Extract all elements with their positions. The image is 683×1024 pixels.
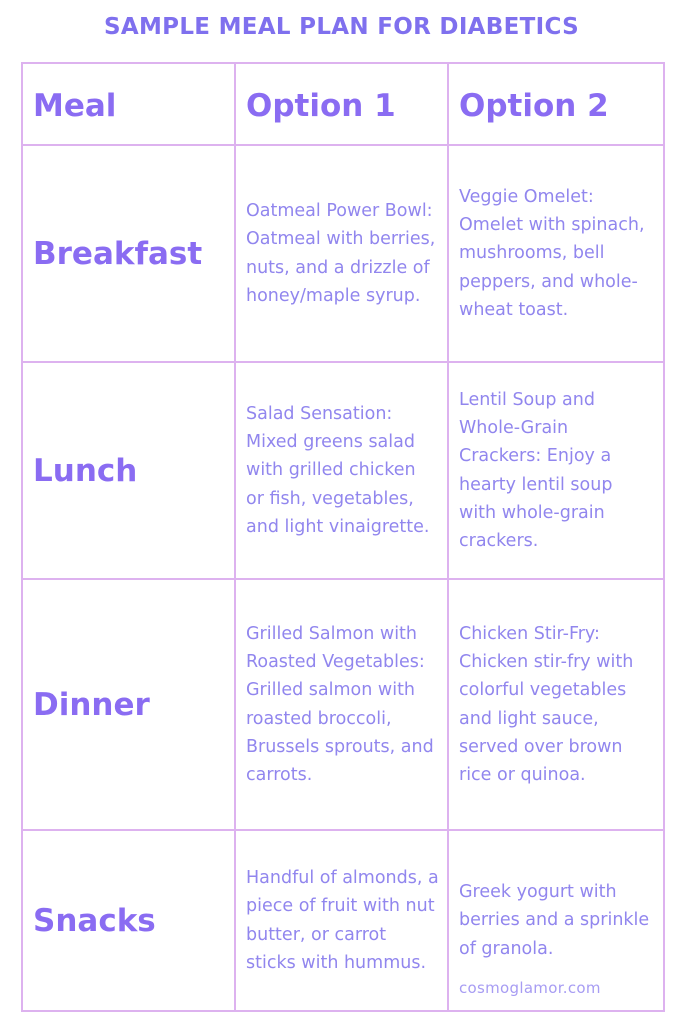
table-row [22,579,664,830]
breakfast-option-2 [448,145,664,362]
snacks-option-1-text: Handful of almonds, a piece of fruit with nut butter, or carrot sticks with hummus. [246,867,439,973]
table-row [22,145,664,362]
meal-label-breakfast: Breakfast [22,145,235,362]
lunch-option-1 [235,362,448,579]
meal-plan-table [21,62,665,1012]
snacks-option-2 [448,830,664,1011]
snacks-option-1 [235,830,448,1011]
lunch-option-2 [448,362,664,579]
dinner-option-1-text: Grilled Salmon with Roasted Vegetables: Grilled salmon with roasted broccoli, Brussels sprouts, and carrots. [246,623,434,786]
meal-label-lunch: Lunch [22,362,235,579]
lunch-option-1-text: Salad Sensation: Mixed greens salad with grilled chicken or fish, vegetables, and light vinaigrette. [246,403,430,537]
breakfast-option-1 [235,145,448,362]
snacks-option-2-text: Greek yogurt with berries and a sprinkle of granola. [459,882,650,959]
page-title: SAMPLE MEAL PLAN FOR DIABETICS [104,14,579,40]
dinner-option-1 [235,579,448,830]
dinner-option-2-text: Chicken Stir-Fry: Chicken stir-fry with colorful vegetables and light sauce, served over brown rice or quinoa. [459,623,634,786]
header-meal: Meal [22,63,235,145]
breakfast-option-2-text: Veggie Omelet: Omelet with spinach, mushrooms, bell peppers, and whole-wheat toast. [459,186,645,320]
breakfast-option-1-text: Oatmeal Power Bowl: Oatmeal with berries, nuts, and a drizzle of honey/maple syrup. [246,200,436,306]
table-row [22,362,664,579]
table-row [22,830,664,1011]
table-header-row [22,63,664,145]
meal-label-snacks: Snacks [22,830,235,1011]
dinner-option-2 [448,579,664,830]
header-option-2: Option 2 [448,63,664,145]
watermark: cosmoglamor.com [459,978,601,997]
header-option-1: Option 1 [235,63,448,145]
meal-label-dinner: Dinner [22,579,235,830]
lunch-option-2-text: Lentil Soup and Whole-Grain Crackers: Enjoy a hearty lentil soup with whole-grain crackers. [459,389,613,552]
